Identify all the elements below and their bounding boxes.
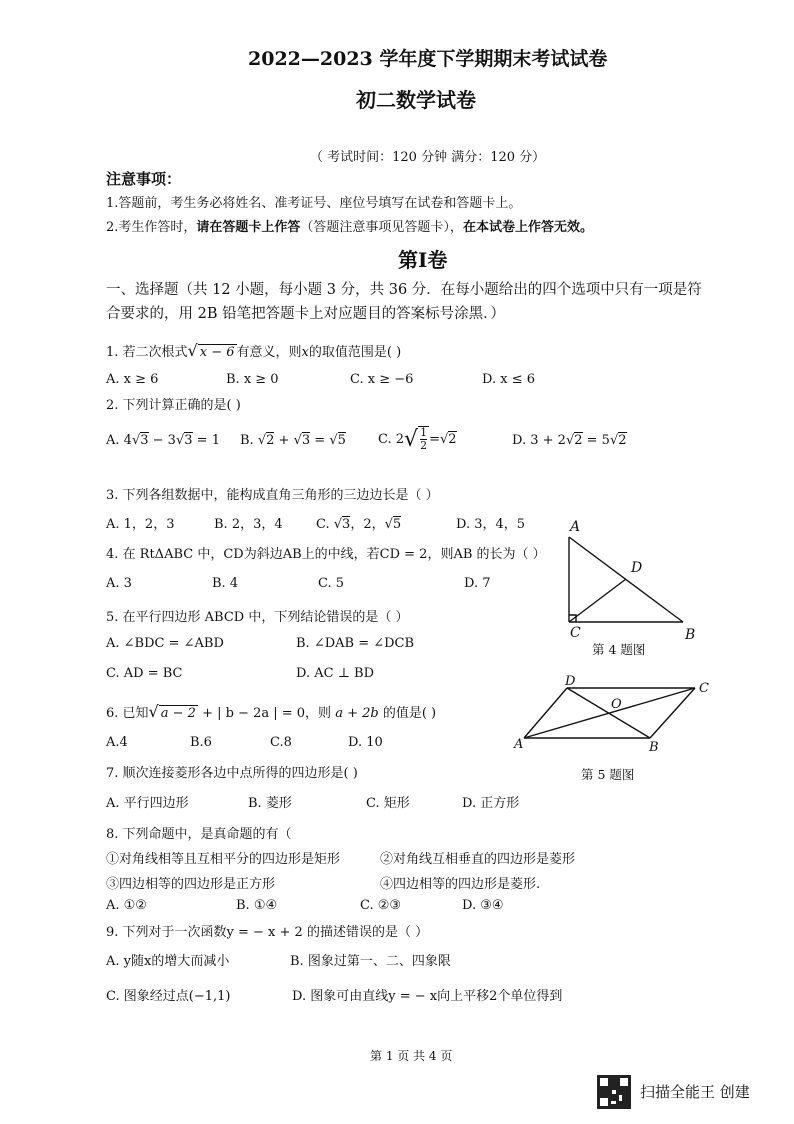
- fig4-caption: 第 4 题图: [592, 642, 646, 657]
- q2-b-r3: 5: [337, 433, 346, 448]
- q9-option-b: B. 图象过第一、二、四象限: [290, 954, 451, 969]
- q8-statement-2: ②对角线互相垂直的四边形是菱形: [380, 852, 576, 867]
- q1-pre: 1. 若二次根式: [106, 345, 188, 360]
- q2-b-mid: +: [274, 433, 294, 448]
- fig5-label-c: C: [699, 681, 709, 696]
- notice-item-2-mid: （答题注意事项见答题卡），: [300, 220, 463, 235]
- q2-c-r: 2: [448, 432, 457, 447]
- fig5-side-da: [524, 688, 567, 738]
- fig5-label-o: O: [611, 697, 622, 712]
- q7-option-a: A. 平行四边形: [106, 796, 189, 811]
- fig4-median-cd: [569, 579, 626, 622]
- q6-option-b: B.6: [190, 735, 212, 750]
- notice-heading: 注意事项：: [106, 170, 182, 188]
- q8-option-b: B. ①④: [236, 898, 278, 913]
- question-9-stem: 9. 下列对于一次函数y = − x + 2 的描述错误的是（ ）: [106, 925, 429, 940]
- q2-c-eq: =: [429, 431, 440, 447]
- fig5-label-a: A: [514, 737, 524, 752]
- q6-option-a: A.4: [106, 735, 128, 750]
- q3-c-mid: ，2，: [350, 517, 385, 532]
- q6-post: 的值是( ): [378, 706, 437, 721]
- sqrt-icon: √: [131, 433, 141, 448]
- q6-expr: a + 2b: [335, 706, 379, 721]
- sqrt-icon: √: [384, 517, 393, 532]
- q3-c-pre: C.: [316, 517, 334, 532]
- q5-option-b: B. ∠DAB = ∠DCB: [296, 636, 415, 651]
- fig5-label-d: D: [565, 674, 576, 689]
- q5-option-a: A. ∠BDC = ∠ABD: [106, 636, 224, 651]
- notice-item-2-bold1: 请在答题卡上作答: [196, 220, 301, 235]
- sqrt-icon: √: [439, 431, 449, 447]
- q8-statement-1: ①对角线相等且互相平分的四边形是矩形: [106, 852, 341, 867]
- q6-pre: 6. 已知: [106, 706, 149, 721]
- q2-d-r1: 2: [574, 433, 583, 448]
- exam-subtitle: 初二数学试卷: [356, 88, 476, 112]
- q4-option-c: C. 5: [318, 576, 345, 591]
- sqrt-icon: √: [187, 341, 198, 360]
- q2-d-r2: 2: [618, 433, 627, 448]
- q8-option-a: A. ①②: [106, 898, 147, 913]
- q2-b-pre: B.: [240, 433, 258, 448]
- q2-b-r1: 2: [266, 433, 275, 448]
- q7-option-d: D. 正方形: [462, 796, 520, 811]
- sqrt-icon: √: [333, 517, 343, 532]
- q4-option-b: B. 4: [212, 576, 239, 591]
- q2-a-r1: 3: [140, 433, 149, 448]
- q3-option-d: D. 3，4，5: [456, 517, 526, 532]
- question-8-stem: 8. 下列命题中，是真命题的有（: [106, 827, 292, 842]
- q2-a-mid: − 3: [148, 433, 176, 448]
- fig4-label-b: B: [685, 627, 696, 643]
- qr-code-icon: [597, 1075, 631, 1109]
- sqrt-icon: √: [565, 433, 575, 448]
- q3-c-r2: 5: [392, 517, 402, 532]
- q8-option-d: D. ③④: [462, 898, 504, 913]
- page-number: 第 1 页 共 4 页: [370, 1049, 453, 1063]
- q6-mid: + | b − 2a | = 0，则: [197, 706, 336, 721]
- q2-a-pre: A. 4: [106, 433, 132, 448]
- sqrt-icon: √: [609, 433, 619, 448]
- q2-d-pre: D. 3 + 2: [512, 433, 566, 448]
- q6-option-d: D. 10: [348, 735, 383, 750]
- question-7-stem: 7. 顺次连接菱形各边中点所得的四边形是( ): [106, 766, 358, 781]
- notice-item-2-pre: 2.考生作答时，: [106, 220, 197, 235]
- q7-option-c: C. 矩形: [366, 796, 410, 811]
- sqrt-icon: √: [148, 702, 159, 721]
- fig5-diagonal-bd: [567, 688, 650, 738]
- q2-a-r2: 3: [184, 433, 193, 448]
- q1-radicand: x − 6: [199, 345, 235, 360]
- sqrt-icon: √: [293, 433, 302, 448]
- q1-option-c: C. x ≥ −6: [350, 372, 414, 387]
- fig4-label-d: D: [631, 560, 643, 576]
- q1-option-b: B. x ≥ 0: [226, 372, 279, 387]
- q5-option-d: D. AC ⊥ BD: [296, 666, 375, 681]
- sqrt-icon: √: [404, 426, 419, 452]
- q2-a-post: = 1: [192, 433, 220, 448]
- fig5-caption: 第 5 题图: [581, 767, 635, 782]
- q2-d-eq: = 5: [582, 433, 610, 448]
- q9-option-d: D. 图象可由直线y = − x向上平移2个单位得到: [292, 989, 563, 1004]
- q1-option-a: A. x ≥ 6: [106, 372, 159, 387]
- fig5-side-bc: [650, 688, 695, 738]
- q8-statement-3: ③四边相等的四边形是正方形: [106, 877, 276, 892]
- q3-option-a: A. 1，2，3: [106, 517, 175, 532]
- q8-statement-4: ④四边相等的四边形是菱形.: [380, 877, 541, 892]
- q8-option-c: C. ②③: [360, 898, 402, 913]
- fig5-label-b: B: [649, 740, 659, 755]
- sqrt-icon: √: [257, 433, 267, 448]
- q5-option-c: C. AD = BC: [106, 666, 183, 681]
- fig4-label-c: C: [570, 625, 581, 641]
- q2-c-num: 1: [420, 426, 428, 439]
- q1-var: x: [301, 345, 309, 360]
- question-4-stem: 4. 在 RtΔABC 中，CD为斜边AB上的中线，若CD = 2，则AB 的长为（ ）: [106, 547, 546, 562]
- sqrt-icon: √: [175, 433, 185, 448]
- q3-c-r1: 3: [342, 517, 351, 532]
- section-intro-line2: 合要求的，用 2B 铅笔把答题卡上对应题目的答案标号涂黑．）: [106, 306, 505, 322]
- q4-option-d: D. 7: [464, 576, 491, 591]
- notice-item-1: 1.答题前，考生务必将姓名、准考证号、座位号填写在试卷和答题卡上。: [106, 196, 522, 211]
- q1-post: 有意义，则: [236, 345, 302, 360]
- q6-option-c: C.8: [270, 735, 292, 750]
- q2-c-den: 2: [420, 439, 428, 452]
- q9-option-c: C. 图象经过点(−1,1): [106, 989, 231, 1004]
- notice-item-2-bold2: 在本试卷上作答无效。: [462, 220, 593, 235]
- q2-c-pre: C. 2: [378, 431, 405, 447]
- q9-option-a: A. y随x的增大而减小: [106, 954, 230, 969]
- q2-b-eq: =: [310, 433, 330, 448]
- q1-tail: 的取值范围是( ): [308, 345, 402, 360]
- q3-option-b: B. 2，3，4: [214, 517, 283, 532]
- scanner-watermark: 扫描全能王 创建: [640, 1083, 750, 1101]
- q6-radicand: a − 2: [160, 706, 196, 721]
- question-2-stem: 2. 下列计算正确的是( ): [106, 398, 241, 413]
- question-3-stem: 3. 下列各组数据中，能构成直角三角形的三边边长是（ ）: [106, 488, 439, 503]
- sqrt-icon: √: [329, 433, 338, 448]
- section-title: 第Ⅰ卷: [398, 248, 448, 272]
- section-intro-line1: 一、选择题（共 12 小题，每小题 3 分，共 36 分．在每小题给出的四个选项中只有一项是符: [106, 282, 702, 298]
- q4-option-a: A. 3: [106, 576, 132, 591]
- question-5-stem: 5. 在平行四边形 ABCD 中，下列结论错误的是（ ）: [106, 610, 409, 625]
- q1-option-d: D. x ≤ 6: [482, 372, 535, 387]
- q2-b-r2: 3: [301, 433, 311, 448]
- exam-info: （ 考试时间：120 分钟 满分：120 分）: [310, 150, 546, 165]
- q7-option-b: B. 菱形: [248, 796, 292, 811]
- fig4-label-a: A: [570, 519, 581, 535]
- exam-title: 2022—2023 学年度下学期期末考试试卷: [248, 48, 608, 70]
